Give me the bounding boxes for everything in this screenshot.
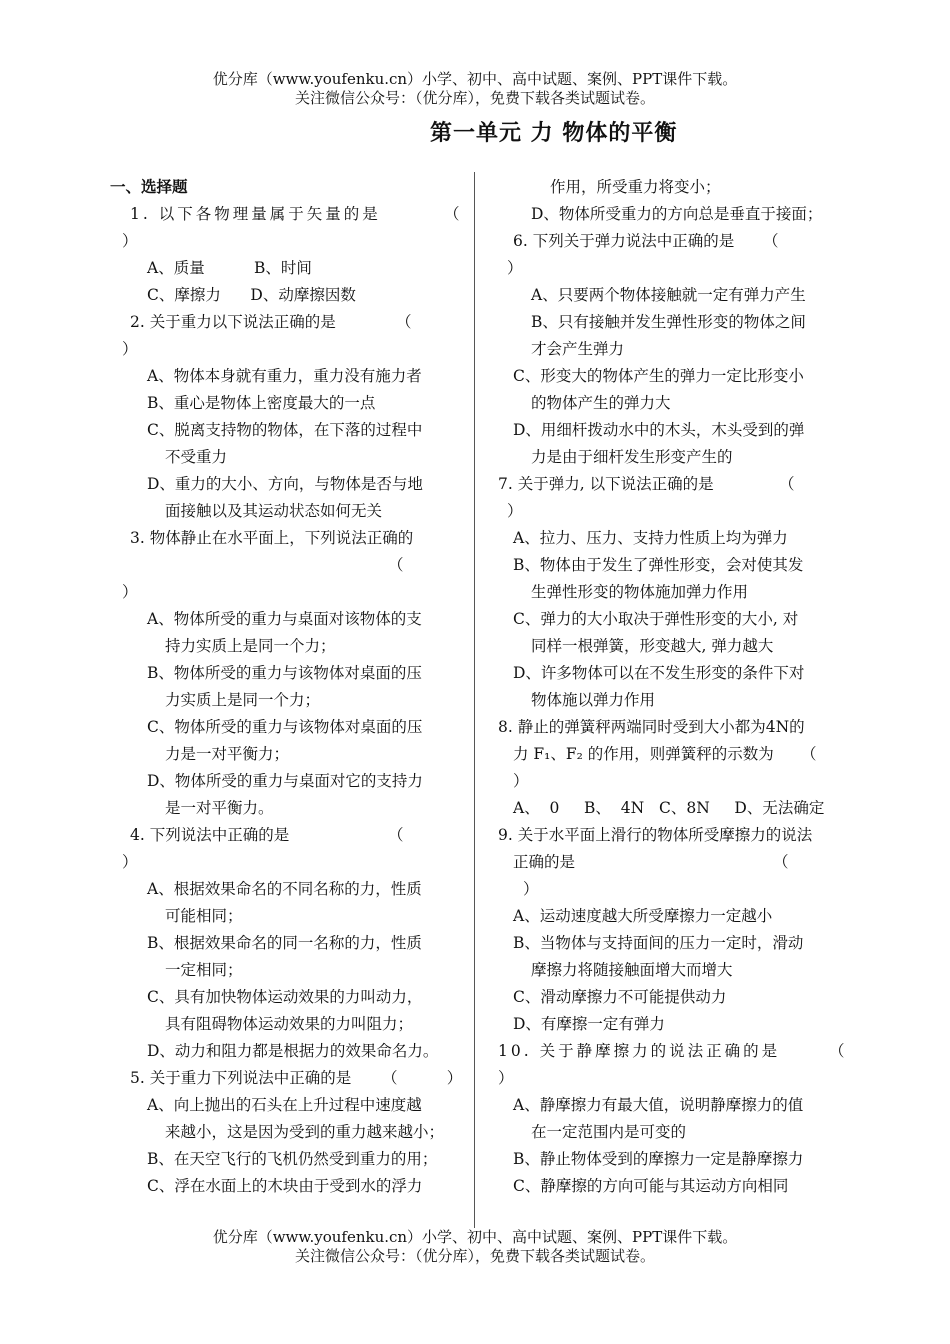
answer-paren-open: （ xyxy=(388,826,404,844)
question-3-option-a: A、物体所受的重力与桌面对该物体的支 xyxy=(147,610,422,628)
question-4-option-b: B、根据效果命名的同一名称的力，性质 xyxy=(147,934,422,952)
question-3-option-c-cont: 力是一对平衡力； xyxy=(165,745,290,763)
question-6-stem: 6. 下列关于弹力说法中正确的是 （ xyxy=(495,228,845,255)
left-column xyxy=(110,174,463,1200)
question-6-option-c: C、形变大的物体产生的弹力一定比形变小 xyxy=(513,367,804,385)
answer-paren-close: ） xyxy=(513,772,529,790)
right-column xyxy=(495,174,848,1200)
question-7-stem: 7. 关于弹力, 以下说法正确的是 （ xyxy=(495,471,845,498)
question-5-option-a: A、向上抛出的石头在上升过程中速度越 xyxy=(147,1096,422,1114)
question-7-option-b-cont: 生弹性形变的物体施加弹力作用 xyxy=(531,583,749,601)
question-3-option-c: C、物体所受的重力与该物体对桌面的压 xyxy=(147,718,423,736)
question-2-option-d-cont: 面接触以及其运动状态如何无关 xyxy=(165,502,383,520)
question-5-stem: 5. 关于重力下列说法中正确的是 （ ） xyxy=(110,1065,458,1092)
answer-paren-close: ） xyxy=(507,259,523,277)
question-3-option-a-cont: 持力实质上是同一个力； xyxy=(165,637,336,655)
answer-paren-open: （ xyxy=(779,475,795,493)
question-6-option-b: B、只有接触并发生弹性形变的物体之间 xyxy=(531,313,806,331)
question-7-option-c-cont: 同样一根弹簧，形变越大, 弹力越大 xyxy=(531,637,774,655)
question-5-option-b: B、在天空飞行的飞机仍然受到重力的用； xyxy=(147,1150,438,1168)
question-5-option-c-cont: 作用，所受重力将变小； xyxy=(550,178,721,196)
question-5-option-c: C、浮在水面上的木块由于受到水的浮力 xyxy=(147,1177,423,1195)
question-7-option-c: C、弹力的大小取决于弹性形变的大小, 对 xyxy=(513,610,799,628)
question-3-option-b: B、物体所受的重力与该物体对桌面的压 xyxy=(147,664,422,682)
answer-paren-open: （ xyxy=(388,556,404,574)
answer-paren-close: ） xyxy=(523,880,539,898)
question-2-option-c-cont: 不受重力 xyxy=(165,448,228,466)
question-10-option-b: B、静止物体受到的摩擦力一定是静摩擦力 xyxy=(513,1150,804,1168)
footer-line-2: 关注微信公众号：（优分库），免费下载各类试题试卷。 xyxy=(294,1247,655,1265)
section-heading: 一、选择题 xyxy=(110,178,188,196)
question-5-option-d: D、物体所受重力的方向总是垂直于接面； xyxy=(531,205,823,223)
question-2-option-c: C、脱离支持物的物体，在下落的过程中 xyxy=(147,421,423,439)
question-2-option-a: A、物体本身就有重力，重力没有施力者 xyxy=(147,367,422,385)
question-5-option-a-cont: 来越小，这是因为受到的重力越来越小； xyxy=(165,1123,445,1141)
answer-paren-open: （ xyxy=(801,745,817,763)
page-title: 第一单元 力 物体的平衡 xyxy=(430,121,678,146)
footer-line-1: 优分库（www.youfenku.cn）小学、初中、高中试题、案例、PPT课件下载。 xyxy=(212,1228,738,1246)
answer-paren-close: ） xyxy=(122,232,138,250)
question-10-option-a: A、静摩擦力有最大值，说明静摩擦力的值 xyxy=(513,1096,804,1114)
question-7-option-b: B、物体由于发生了弹性形变，会对使其发 xyxy=(513,556,804,574)
header-line-1: 优分库（www.youfenku.cn）小学、初中、高中试题、案例、PPT课件下载。 xyxy=(212,70,738,88)
column-divider xyxy=(474,172,475,1228)
question-4-option-a: A、根据效果命名的不同名称的力，性质 xyxy=(147,880,422,898)
question-4-option-d: D、动力和阻力都是根据力的效果命名力。 xyxy=(147,1042,439,1060)
question-4-option-c-cont: 具有阻碍物体运动效果的力叫阻力； xyxy=(165,1015,414,1033)
question-7-option-a: A、拉力、压力、支持力性质上均为弹力 xyxy=(513,529,788,547)
answer-paren-close: ） xyxy=(507,502,523,520)
answer-paren-close: ） xyxy=(122,583,138,601)
question-2-option-b: B、重心是物体上密度最大的一点 xyxy=(147,394,376,412)
question-8-stem: 8. 静止的弹簧秤两端同时受到大小都为4N的 xyxy=(498,718,805,736)
question-1-stem: 1. 以下各物理量属于矢量的是 （ xyxy=(110,201,458,228)
question-9-option-a: A、运动速度越大所受摩擦力一定越小 xyxy=(513,907,773,925)
question-2-option-d: D、重力的大小、方向，与物体是否与地 xyxy=(147,475,423,493)
answer-paren-open: （ xyxy=(763,232,779,250)
question-9-stem-cont: 正确的是 （ xyxy=(495,849,845,876)
question-9-stem: 9. 关于水平面上滑行的物体所受摩擦力的说法 xyxy=(498,826,813,844)
answer-paren-close: ） xyxy=(498,1069,514,1087)
question-1-options-row-2: C、摩擦力 D、动摩擦因数 xyxy=(147,286,356,304)
answer-paren: （ ） xyxy=(382,1069,463,1087)
question-9-option-b-cont: 摩擦力将随接触面增大而增大 xyxy=(531,961,733,979)
answer-paren-close: ） xyxy=(122,853,138,871)
question-9-option-b: B、当物体与支持面间的压力一定时，滑动 xyxy=(513,934,804,952)
question-10-option-c: C、静摩擦的方向可能与其运动方向相同 xyxy=(513,1177,789,1195)
question-6-option-d: D、用细杆拨动水中的木头，木头受到的弹 xyxy=(513,421,805,439)
answer-paren-open: （ xyxy=(829,1042,848,1060)
answer-paren-open: （ xyxy=(396,313,412,331)
question-3-option-d-cont: 是一对平衡力。 xyxy=(165,799,274,817)
question-10-stem: 10. 关于静摩擦力的说法正确的是 （ xyxy=(495,1038,845,1065)
answer-paren-close: ） xyxy=(122,340,138,358)
question-4-option-c: C、具有加快物体运动效果的力叫动力， xyxy=(147,988,423,1006)
question-1-options-row-1: A、质量 B、时间 xyxy=(147,259,312,277)
answer-paren-open: （ xyxy=(444,205,463,223)
question-2-stem: 2. 关于重力以下说法正确的是 （ xyxy=(110,309,458,336)
question-9-option-c: C、滑动摩擦力不可能提供动力 xyxy=(513,988,727,1006)
answer-paren-open: （ xyxy=(773,853,789,871)
question-4-option-a-cont: 可能相同； xyxy=(165,907,243,925)
question-4-stem: 4. 下列说法中正确的是 （ xyxy=(110,822,458,849)
question-6-option-c-cont: 的物体产生的弹力大 xyxy=(531,394,671,412)
question-3-option-b-cont: 力实质上是同一个力； xyxy=(165,691,321,709)
question-8-stem-cont: 力 F₁、F₂ 的作用，则弹簧秤的示数为 （ xyxy=(495,741,845,768)
question-10-option-a-cont: 在一定范围内是可变的 xyxy=(531,1123,687,1141)
question-8-options: A、 0 B、 4N C、8N D、无法确定 xyxy=(513,799,825,817)
question-3-stem: 3. 物体静止在水平面上，下列说法正确的 xyxy=(130,529,414,547)
question-7-option-d-cont: 物体施以弹力作用 xyxy=(531,691,656,709)
header-line-2: 关注微信公众号：（优分库），免费下载各类试题试卷。 xyxy=(294,89,655,107)
question-3-option-d: D、物体所受的重力与桌面对它的支持力 xyxy=(147,772,423,790)
question-7-option-d: D、许多物体可以在不发生形变的条件下对 xyxy=(513,664,805,682)
question-6-option-d-cont: 力是由于细杆发生形变产生的 xyxy=(531,448,733,466)
question-6-option-a: A、只要两个物体接触就一定有弹力产生 xyxy=(531,286,806,304)
question-9-option-d: D、有摩擦一定有弹力 xyxy=(513,1015,665,1033)
question-6-option-b-cont: 才会产生弹力 xyxy=(531,340,625,358)
question-4-option-b-cont: 一定相同； xyxy=(165,961,243,979)
